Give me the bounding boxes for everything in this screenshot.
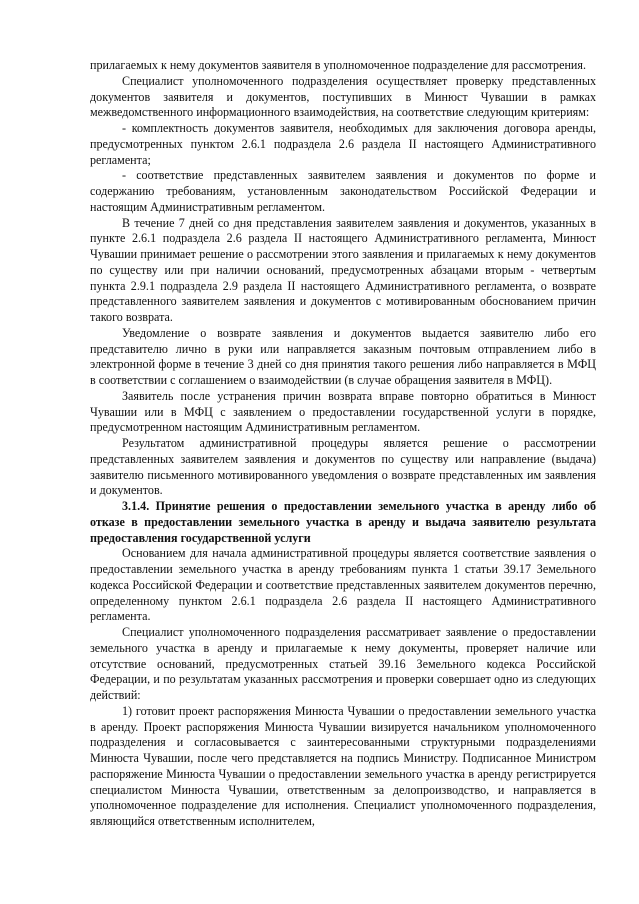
paragraph: Уведомление о возврате заявления и документов выдается заявителю либо его представителю лично в руки или направляется заказным почтовым отправлением либо в электронной форме в течение 3 дней со дня принятия такого решения либо направляется в МФЦ в соответствии с соглашением о взаимодействии (в случае обращения заявителя в МФЦ). bbox=[90, 325, 596, 387]
paragraph: В течение 7 дней со дня представления заявителем заявления и документов, указанных в пункте 2.6.1 подраздела 2.6 раздела II настоящего Административного регламента, Минюст Чувашии принимает решение о рассмотрении этого заявления и прилагаемых к нему документов по существу или при наличии оснований, предусмотренных абзацами вторым - четвертым пункта 2.9.1 подраздела 2.9 раздела II настоящего Административного регламента, о возврате представленного заявителем заявления и документов с мотивированным обоснованием причин такого возврата. bbox=[90, 215, 596, 324]
paragraph-continuation: прилагаемых к нему документов заявителя в уполномоченное подразделение для рассмотрения. bbox=[90, 58, 586, 72]
paragraph: Результатом административной процедуры является решение о рассмотрении представленных заявителем заявления и документов по существу или направление (выдача) заявителю письменного мотивированного уведомления о возврате представленных им заявления и документов. bbox=[90, 436, 596, 498]
paragraph: Основанием для начала административной процедуры является соответствие заявления о предоставлении земельного участка в аренду требованиям пункта 1 статьи 39.17 Земельного кодекса Российской Федерации и соответствие представленных заявителем документов перечню, определенному пунктом 2.6.1 подраздела 2.6 раздела II настоящего Административного регламента. bbox=[90, 546, 596, 624]
paragraph: Специалист уполномоченного подразделения рассматривает заявление о предоставлении земельного участка в аренду и прилагаемые к нему документы, проверяет наличие или отсутствие оснований, предусмотренных статьей 39.16 Земельного кодекса Российской Федерации, и по результатам указанных рассмотрения и проверки совершает одно из следующих действий: bbox=[90, 625, 596, 702]
paragraph: Специалист уполномоченного подразделения осуществляет проверку представленных документов заявителя и документов, поступивших в Минюст Чувашии в рамках межведомственного информационного взаимодействия, на соответствие следующим критериям: bbox=[90, 73, 596, 120]
list-item-criterion: - комплектность документов заявителя, необходимых для заключения договора аренды, предусмотренных пунктом 2.6.1 подраздела 2.6 раздела II настоящего Административного регламента; bbox=[90, 121, 596, 167]
paragraph: Заявитель после устранения причин возврата вправе повторно обратиться в Минюст Чувашии или в МФЦ с заявлением о предоставлении государственной услуги в порядке, предусмотренном настоящим Административным регламентом. bbox=[90, 388, 596, 435]
section-heading: 3.1.4. Принятие решения о предоставлении земельного участка в аренду либо об отказе в предоставлении земельного участка в аренду и выдача заявителю результата предоставления государственной услуги bbox=[90, 499, 596, 545]
paragraph: 1) готовит проект распоряжения Минюста Чувашии о предоставлении земельного участка в аренду. Проект распоряжения Минюста Чувашии визируется начальником уполномоченного подразделения и согласовывается с заинтересованными структурными подразделениями Минюста Чувашии, после чего представляется на подпись Министру. Подписанное Министром распоряжение Минюста Чувашии о предоставлении земельного участка в аренду регистрируется специалистом Минюста Чувашии, ответственным за делопроизводство, и направляется в уполномоченное подразделение для исполнения. Специалист уполномоченного подразделения, являющийся ответственным исполнителем, bbox=[90, 703, 596, 828]
list-item-criterion: - соответствие представленных заявителем заявления и документов по форме и содержанию требованиям, установленным законодательством Российской Федерации и настоящим Административным регламентом. bbox=[90, 168, 596, 214]
document-page bbox=[90, 58, 596, 830]
